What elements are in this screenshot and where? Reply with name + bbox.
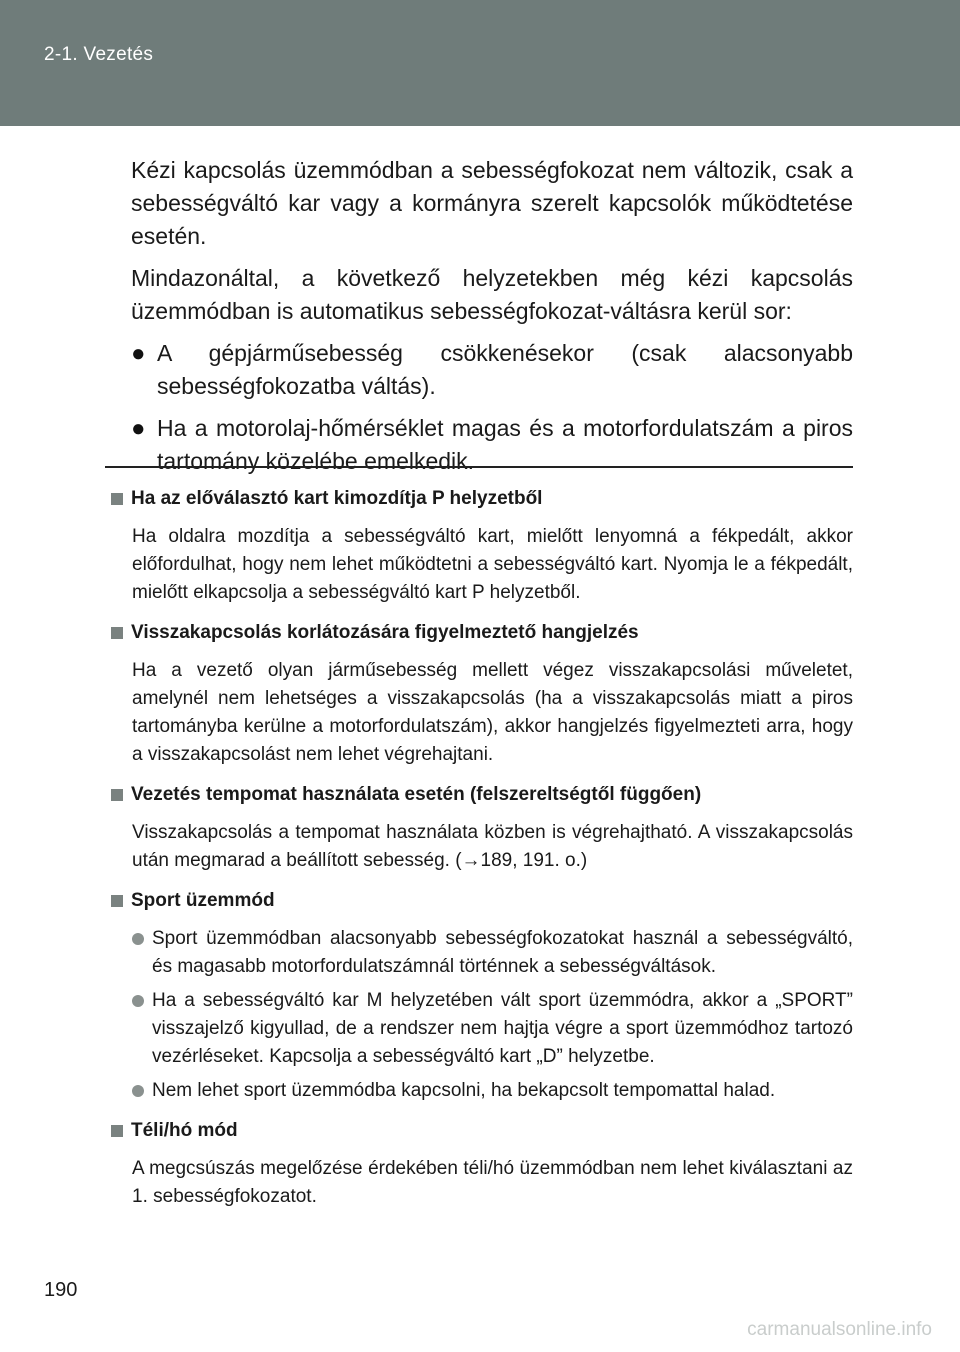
note-bullet-text: Nem lehet sport üzemmódba kapcsolni, ha bekapcsolt tempomattal halad. (152, 1080, 776, 1101)
bullet-dot-icon (132, 1085, 144, 1097)
main-paragraph: Kézi kapcsolás üzemmódban a sebességfokozat nem változik, csak a sebességváltó kar vagy a kormányra szerelt kapcsolók működtetése esetén. (131, 157, 853, 249)
note-heading (111, 485, 853, 513)
note-title: Sport üzemmód (131, 890, 275, 911)
bullet-dot-icon: ● (131, 340, 146, 367)
main-paragraph: Mindazonáltal, a következő helyzetekben még kézi kapcsolás üzemmódban is automatikus sebességfokozat-váltásra kerül sor: (131, 265, 853, 324)
note-body: Ha a vezető olyan járműsebesség mellett végez visszakapcsolási műveletet, amelynél nem lehetséges a visszakapcsolás (ha a visszakapcsolás miatt a piros tartományba kerülne a motorfordulatszám), akkor hangjelzés figyelmezteti arra, hogy a visszakapcsolást nem lehet végrehajtani. (132, 660, 853, 765)
note-bullet-item (132, 925, 853, 981)
bullet-dot-icon: ● (131, 415, 146, 442)
note-title: Visszakapcsolás korlátozására figyelmeztető hangjelzés (131, 622, 639, 643)
bullet-dot-icon (132, 933, 144, 945)
square-bullet-icon (111, 789, 123, 801)
section-title: 2-1. Vezetés (44, 44, 154, 65)
bullet-text: A gépjárműsebesség csökkenésekor (csak alacsonyabb sebességfokozatba váltás). (157, 340, 853, 399)
note-heading (111, 887, 853, 915)
section-divider (105, 466, 853, 468)
bullet-dot-icon (132, 995, 144, 1007)
notes-section (111, 485, 853, 1223)
square-bullet-icon (111, 895, 123, 907)
note-body: Visszakapcsolás a tempomat használata közben is végrehajtható. A visszakapcsolás után megmarad a beállított sebesség. (→189, 191. o.) (132, 822, 853, 871)
note-title: Ha az előválasztó kart kimozdítja P helyzetből (131, 488, 543, 509)
main-text (131, 154, 853, 487)
note-title: Vezetés tempomat használata esetén (felszereltségtől függően) (131, 784, 702, 805)
square-bullet-icon (111, 1125, 123, 1137)
note-bullet-item (132, 987, 853, 1071)
bullet-item (131, 412, 853, 478)
note-heading (111, 781, 853, 809)
note-body: Ha oldalra mozdítja a sebességváltó kart, mielőtt lenyomná a fékpedált, akkor előfordulhat, hogy nem lehet működtetni a sebességváltó kart. Nyomja le a fékpedált, mielőtt elkapcsolja a sebességváltó kart P helyzetből. (132, 526, 853, 603)
note-bullet-text: Sport üzemmódban alacsonyabb sebességfokozatokat használ a sebességváltó, és magasabb motorfordulatszámnál történnek a sebességváltások. (152, 928, 853, 977)
section-header-bar (0, 0, 960, 126)
square-bullet-icon (111, 493, 123, 505)
bullet-item (131, 337, 853, 403)
bullet-text: Ha a motorolaj-hőmérséklet magas és a motorfordulatszám a piros tartomány közelébe emelkedik. (157, 415, 853, 474)
note-title: Téli/hó mód (131, 1120, 238, 1141)
square-bullet-icon (111, 627, 123, 639)
note-bullet-item (132, 1077, 853, 1105)
note-bullet-text: Ha a sebességváltó kar M helyzetében vált sport üzemmódra, akkor a „SPORT” visszajelző kigyullad, de a rendszer nem hajtja végre a sport üzemmódhoz tartozó vezérléseket. Kapcsolja a sebességváltó kart „D” helyzetbe. (152, 990, 853, 1067)
watermark: carmanualsonline.info (747, 1319, 932, 1340)
page-number: 190 (44, 1279, 78, 1301)
note-body: A megcsúszás megelőzése érdekében téli/hó üzemmódban nem lehet kiválasztani az 1. sebességfokozatot. (132, 1158, 853, 1207)
note-heading (111, 1117, 853, 1145)
note-heading (111, 619, 853, 647)
